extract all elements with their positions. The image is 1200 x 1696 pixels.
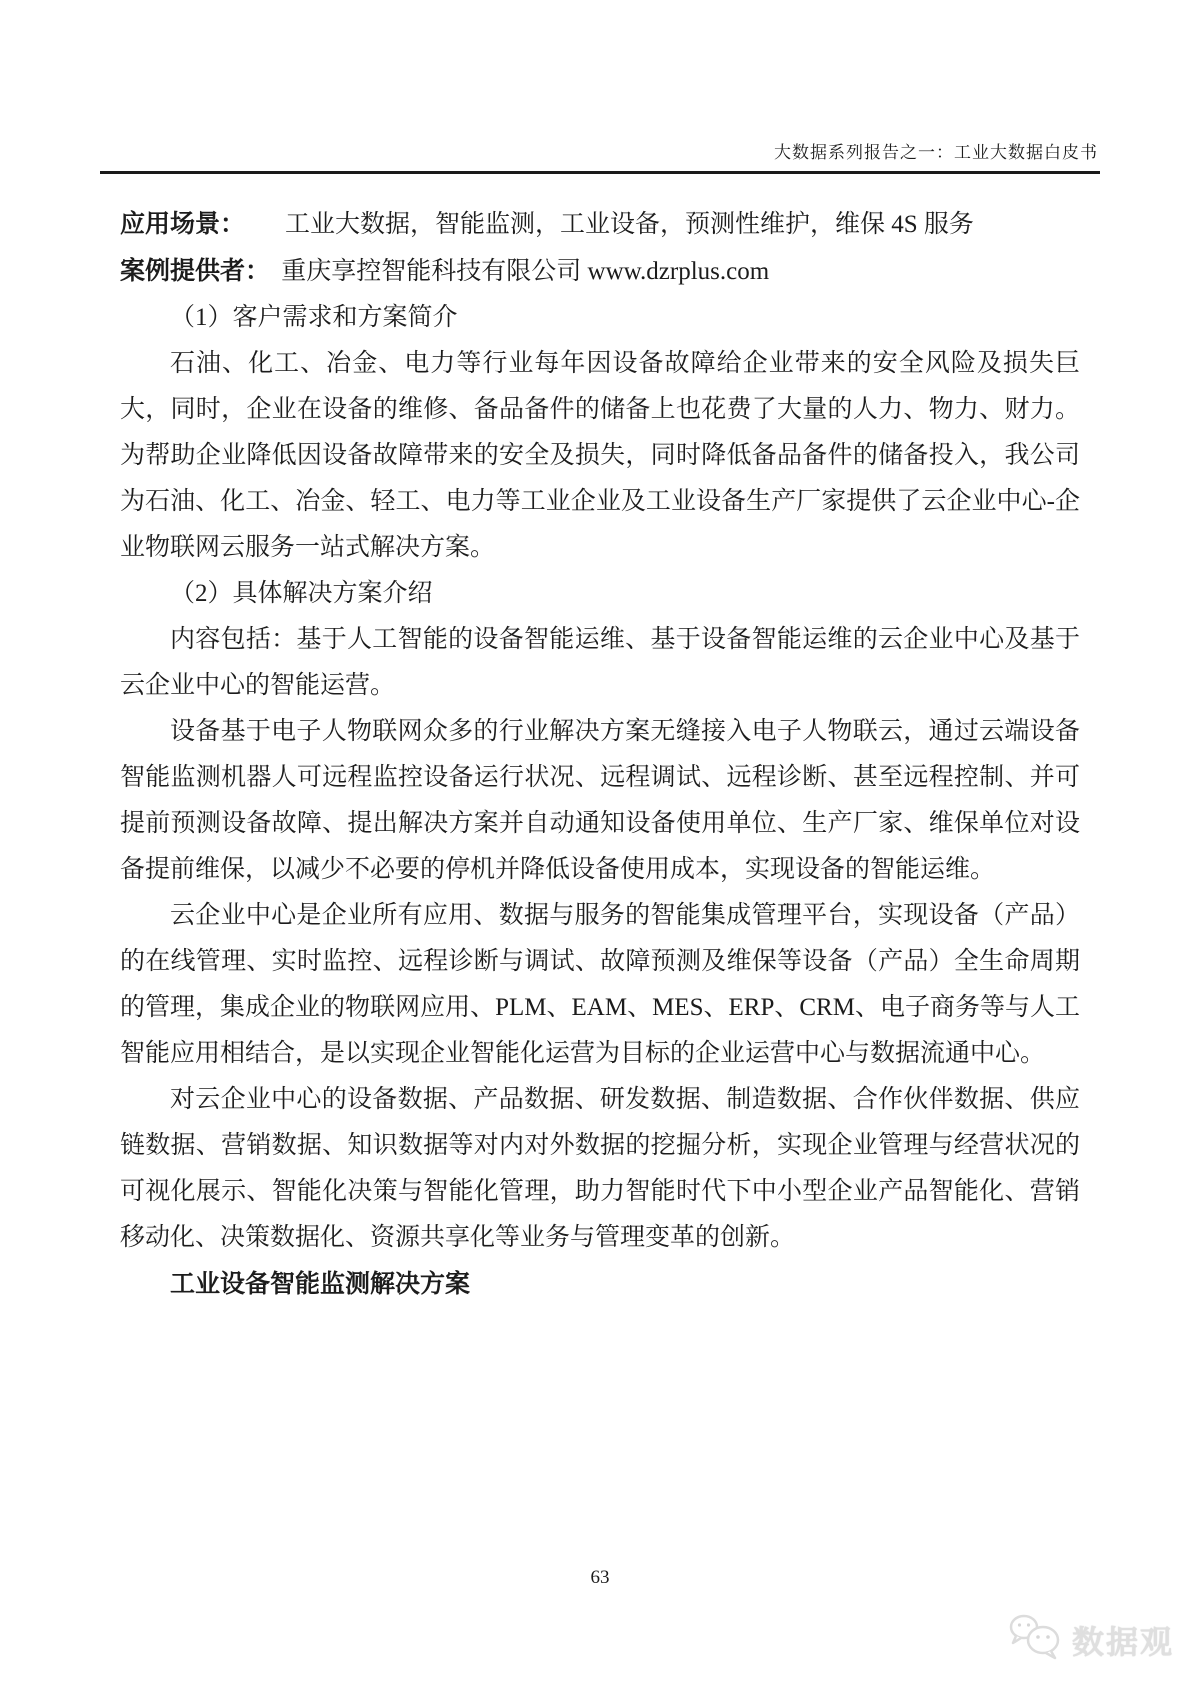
field-case-provider-label: 案例提供者： — [120, 257, 271, 285]
watermark-label: 数据观 — [1072, 1623, 1175, 1660]
section-1-title: （1）客户需求和方案简介 — [170, 304, 458, 331]
page-header-title: 大数据系列报告之一：工业大数据白皮书 — [774, 143, 1098, 162]
watermark — [1008, 1612, 1174, 1667]
subheading-industrial-equipment-monitoring: 工业设备智能监测解决方案 — [170, 1270, 471, 1298]
document-body — [120, 201, 1080, 1307]
wechat-icon — [1008, 1612, 1062, 1667]
section-2-title: （2）具体解决方案介绍 — [170, 580, 433, 607]
field-application-scenario — [120, 201, 1080, 248]
field-application-scenario-value: 工业大数据，智能监测，工业设备，预测性维护，维保 4S 服务 — [285, 211, 974, 238]
paragraph-data-mining: 对云企业中心的设备数据、产品数据、研发数据、制造数据、合作伙伴数据、供应链数据、营销数据、知识数据等对内对外数据的挖掘分析，实现企业管理与经营状况的可视化展示、智能化决策与智能化管理，助力智能时代下中小型企业产品智能化、营销移动化、决策数据化、资源共享化等业务与管理变革的创新。 — [120, 1086, 1080, 1251]
field-case-provider-value: 重庆享控智能科技有限公司 www.dzrplus.com — [281, 258, 770, 285]
field-case-provider — [120, 248, 1080, 295]
paragraph-device-iot: 设备基于电子人物联网众多的行业解决方案无缝接入电子人物联云，通过云端设备智能监测机器人可远程监控设备运行状况、远程调试、远程诊断、甚至远程控制、并可提前预测设备故障、提出解决方案并自动通知设备使用单位、生产厂家、维保单位对设备提前维保，以减少不必要的停机并降低设备使用成本，实现设备的智能运维。 — [120, 718, 1080, 883]
paragraph-cloud-enterprise-center: 云企业中心是企业所有应用、数据与服务的智能集成管理平台，实现设备（产品）的在线管理、实时监控、远程诊断与调试、故障预测及维保等设备（产品）全生命周期的管理，集成企业的物联网应用、PLM、EAM、MES、ERP、CRM、电子商务等与人工智能应用相结合，是以实现企业智能化运营为目标的企业运营中心与数据流通中心。 — [120, 902, 1080, 1067]
paragraph-customer-needs: 石油、化工、冶金、电力等行业每年因设备故障给企业带来的安全风险及损失巨大，同时，企业在设备的维修、备品备件的储备上也花费了大量的人力、物力、财力。为帮助企业降低因设备故障带来的安全及损失，同时降低备品备件的储备投入，我公司为石油、化工、冶金、轻工、电力等工业企业及工业设备生产厂家提供了云企业中心-企业物联网云服务一站式解决方案。 — [120, 350, 1080, 561]
header-rule — [100, 171, 1100, 174]
field-application-scenario-label: 应用场景： — [120, 210, 246, 238]
paragraph-solution-content: 内容包括：基于人工智能的设备智能运维、基于设备智能运维的云企业中心及基于云企业中心的智能运营。 — [120, 626, 1080, 699]
page-number: 63 — [590, 1567, 610, 1588]
